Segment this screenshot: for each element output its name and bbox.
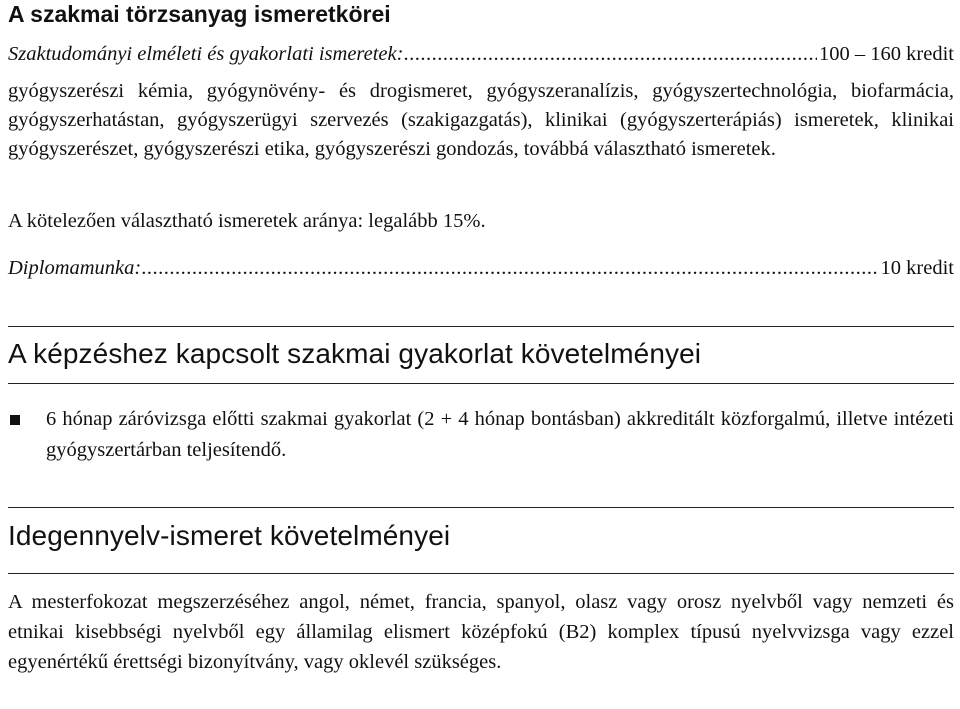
thesis-credit-value: 10 kredit [880,257,954,279]
leader-dots [141,254,878,283]
subjects-credit-line [8,40,954,69]
bullet-square-icon [10,415,20,425]
elective-ratio-text: A kötelezően választható ismeretek aránya: legalább 15%. [8,210,486,232]
leader-dots [403,40,817,69]
divider [8,573,954,574]
language-requirement-text: A mesterfokozat megszerzéséhez angol, német, francia, spanyol, olasz vagy orosz nyelvből vagy nemzeti és etnikai kisebbségi nyelvből egy államilag elismert középfokú (B2) komplex típusú nyelvvizsga vagy ezzel egyenértékű érettségi bizonyítvány, vagy oklevél szükséges. [8,591,954,673]
subjects-list-text: gyógyszerészi kémia, gyógynövény- és drogismeret, gyógyszeranalízis, gyógyszertechnológia, biofarmácia, gyógyszerhatástan, gyógyszerügyi szervezés (szakigazgatás), klinikai (gyógyszerterápiás) ismeretek, klinikai gyógyszerészet, gyógyszerészi etika, gyógyszerészi gondozás, továbbá választható ismeretek. [8,80,954,160]
divider [8,326,954,327]
divider [8,507,954,508]
thesis-credit-line [8,254,954,283]
subjects-credit-value: 100 – 160 kredit [819,43,954,65]
thesis-label: Diplomamunka: [8,257,142,279]
divider [8,383,954,384]
section-title-language: Idegennyelv-ismeret követelményei [8,520,451,551]
practice-requirement-text: 6 hónap záróvizsga előtti szakmai gyakorlat (2 + 4 hónap bontásban) akkreditált közforgalmú, illetve intézeti gyógyszertárban teljesítendő. [46,408,954,461]
subjects-label: Szaktudományi elméleti és gyakorlati ismeretek: [8,43,404,65]
section-title-practice: A képzéshez kapcsolt szakmai gyakorlat követelményei [8,338,702,369]
section-title-core-subjects: A szakmai törzsanyag ismeretkörei [8,1,391,27]
